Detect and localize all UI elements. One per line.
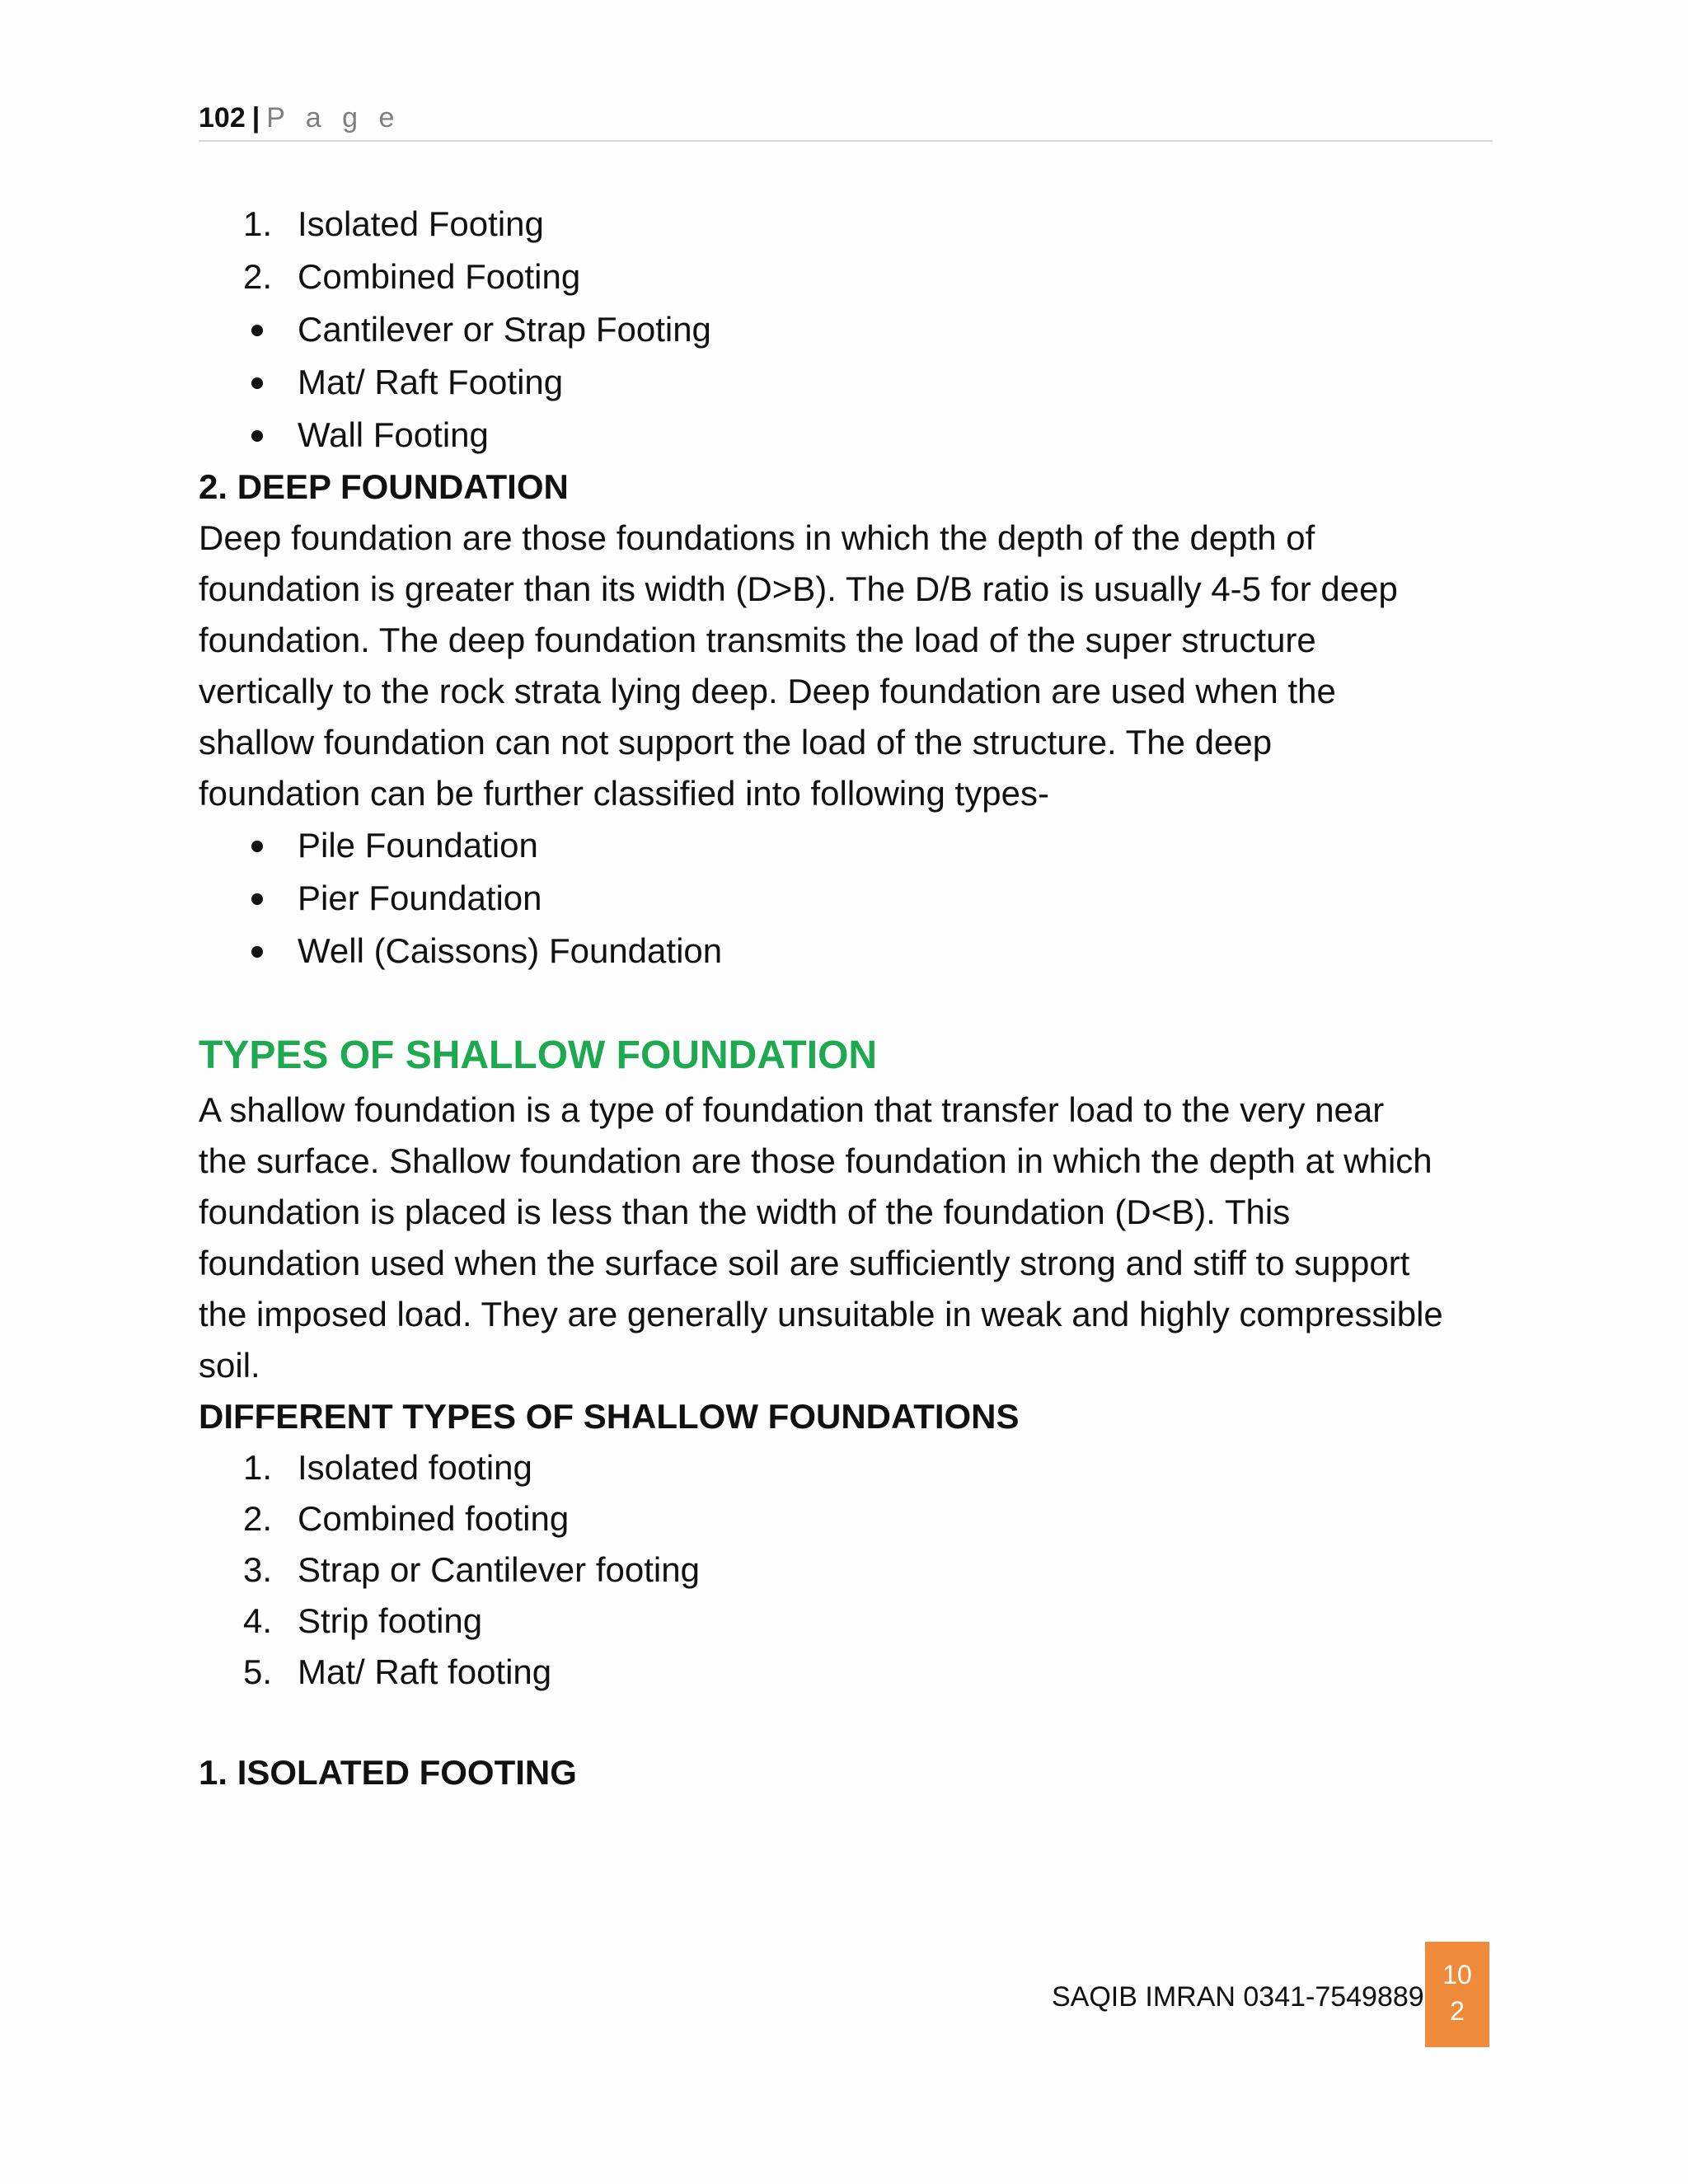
deep-foundation-paragraph [199,513,1501,819]
list-marker: 2. [243,1499,273,1538]
list-marker: 3. [243,1550,273,1589]
paragraph-line: foundation is placed is less than the width of the foundation (D<B). This [199,1193,1291,1231]
list-marker: 1. [243,1448,273,1487]
list-item-text: Combined Footing [298,257,581,296]
list-marker: 2. [243,257,273,296]
list-item [199,356,1501,409]
first-bullet-list [199,303,1501,462]
first-numbered-list [199,198,1501,303]
header-page-word: P a g e [266,102,401,134]
paragraph-line: soil. [199,1346,260,1385]
page-header [199,97,1493,142]
list-item [199,872,1501,925]
list-item-text: Cantilever or Strap Footing [298,310,711,349]
paragraph-line: foundation can be further classified into following types- [199,774,1049,813]
footer-page-badge [1425,1942,1489,2047]
footer-author: SAQIB IMRAN 0341-7549889 [1052,1981,1424,2013]
list-item [199,198,1501,251]
list-item [199,251,1501,303]
list-item-text: Isolated Footing [298,204,544,243]
list-item-text: Pile Foundation [298,826,538,865]
header-separator: | [251,102,260,134]
list-item [199,925,1501,977]
list-marker: 4. [243,1601,273,1640]
bullet-icon [251,325,263,336]
list-item-text: Well (Caissons) Foundation [298,931,723,970]
page-content [199,198,1501,1798]
bullet-icon [251,841,263,852]
bullet-icon [251,946,263,958]
deep-foundation-types-list [199,819,1501,977]
paragraph-line: the imposed load. They are generally unsuitable in weak and highly compressible [199,1295,1443,1333]
list-item-text: Wall Footing [298,415,489,454]
deep-foundation-heading: 2. DEEP FOUNDATION [199,467,569,506]
list-item [199,409,1501,462]
list-marker: 1. [243,204,273,243]
page-badge-line1: 10 [1442,1960,1472,1990]
list-item [199,303,1501,356]
shallow-foundation-heading: TYPES OF SHALLOW FOUNDATION [199,1033,878,1077]
list-item [199,1493,1501,1544]
list-item-text: Mat/ Raft footing [298,1652,552,1691]
list-item [199,1596,1501,1647]
list-item-text: Strip footing [298,1601,483,1640]
list-marker: 5. [243,1652,273,1691]
paragraph-line: foundation used when the surface soil are sufficiently strong and stiff to support [199,1244,1410,1282]
shallow-types-heading: DIFFERENT TYPES OF SHALLOW FOUNDATIONS [199,1397,1020,1436]
isolated-footing-heading: 1. ISOLATED FOOTING [199,1753,577,1792]
paragraph-line: shallow foundation can not support the load of the structure. The deep [199,723,1273,762]
list-item-text: Isolated footing [298,1448,532,1487]
paragraph-line: vertically to the rock strata lying deep. Deep foundation are used when the [199,672,1336,710]
bullet-icon [251,430,263,442]
header-page-number: 102 [199,102,246,134]
list-item [199,1647,1501,1698]
list-item [199,819,1501,872]
paragraph-line: foundation is greater than its width (D>B). The D/B ratio is usually 4-5 for deep [199,569,1398,608]
list-item-text: Pier Foundation [298,879,542,917]
list-item-text: Mat/ Raft Footing [298,363,564,401]
list-item-text: Strap or Cantilever footing [298,1550,700,1589]
bullet-icon [251,377,263,389]
list-item [199,1544,1501,1596]
shallow-foundation-paragraph [199,1085,1501,1391]
page-badge-line2: 2 [1450,1996,1465,2026]
list-item [199,1442,1501,1493]
paragraph-line: A shallow foundation is a type of foundation that transfer load to the very near [199,1090,1385,1129]
paragraph-line: the surface. Shallow foundation are those foundation in which the depth at which [199,1141,1432,1180]
paragraph-line: Deep foundation are those foundations in which the depth of the depth of [199,518,1315,557]
shallow-types-list [199,1442,1501,1698]
paragraph-line: foundation. The deep foundation transmits the load of the super structure [199,621,1316,659]
bullet-icon [251,893,263,905]
list-item-text: Combined footing [298,1499,570,1538]
